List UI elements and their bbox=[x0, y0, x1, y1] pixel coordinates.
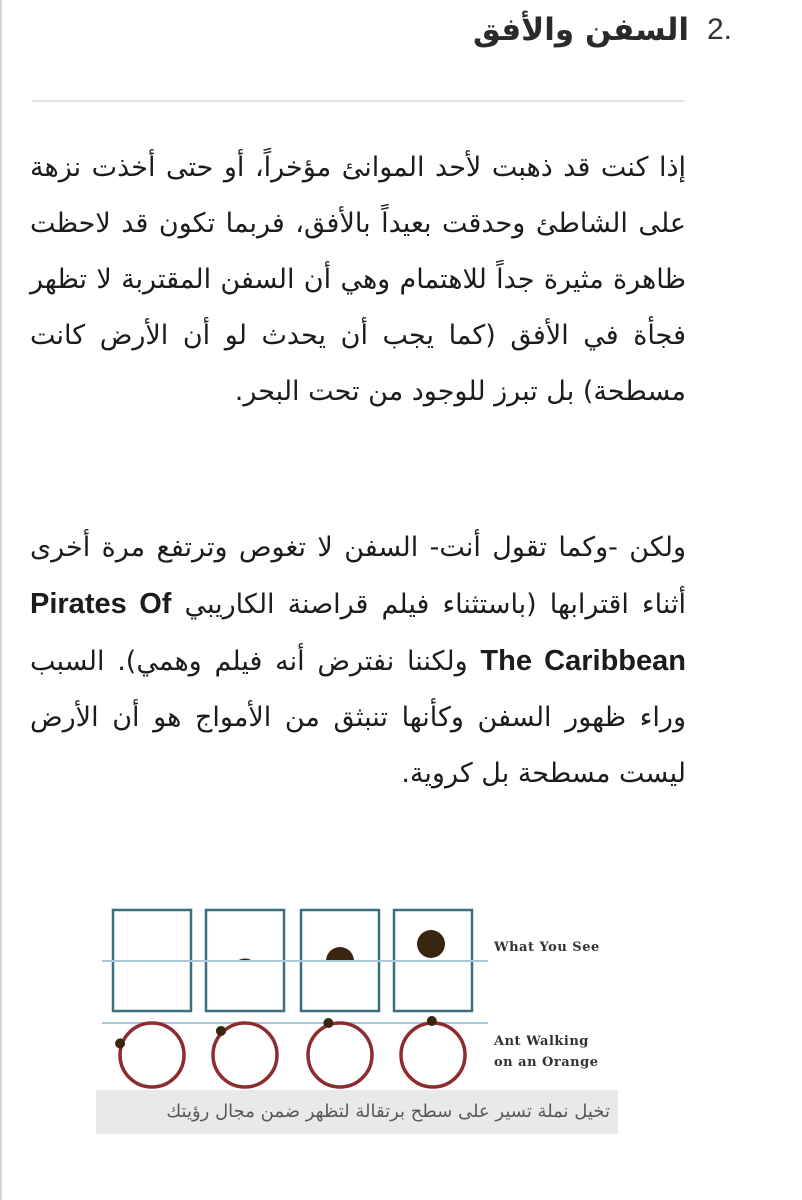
ant-in-view-4 bbox=[417, 930, 445, 958]
figure-caption-text: تخيل نملة تسير على سطح برتقالة لتظهر ضمن مجال رؤيتك bbox=[166, 1101, 610, 1122]
illustration-svg bbox=[96, 895, 620, 1095]
paragraph-2 bbox=[30, 520, 686, 802]
section-title: السفن والأفق bbox=[472, 12, 689, 48]
paragraph-1: إذا كنت قد ذهبت لأحد الموانئ مؤخراً، أو حتى أخذت نزهة على الشاطئ وحدقت بعيداً بالأفق، فربما تكون قد لاحظت ظاهرة مثيرة جداً للاهتمام وهي أن السفن المقتربة لا تظهر فجأة في الأفق (كما يجب أن يحدث لو أن الأرض كانت مسطحة) بل تبرز للوجود من تحت البحر. bbox=[30, 152, 686, 407]
page-left-border bbox=[0, 0, 2, 1200]
figure-label-ant-walking: Ant Walking bbox=[494, 1034, 589, 1049]
orange-4 bbox=[401, 1023, 465, 1087]
ant-on-orange-1 bbox=[115, 1038, 125, 1048]
paragraph-2-text-after: ولكننا نفترض أنه فيلم وهمي). السبب وراء ظهور السفن وكأنها تنبثق من الأمواج هو أن الأرض ليست مسطحة بل كروية. bbox=[30, 646, 686, 789]
orange-1 bbox=[120, 1023, 184, 1087]
ant-on-orange-2 bbox=[216, 1026, 226, 1036]
movie-title-english: Pirates Of The Caribbean bbox=[30, 588, 686, 677]
ant-on-orange-3 bbox=[323, 1018, 333, 1028]
section-heading bbox=[473, 8, 732, 52]
ant-in-view-3 bbox=[326, 947, 354, 961]
section-number: 2. bbox=[706, 13, 732, 46]
heading-divider bbox=[32, 100, 684, 102]
ant-on-orange-4 bbox=[427, 1016, 437, 1026]
figure-label-on-an-orange: on an Orange bbox=[494, 1055, 599, 1070]
figure-label-what-you-see: What You See bbox=[494, 940, 600, 955]
orange-3 bbox=[308, 1023, 372, 1087]
figure-caption bbox=[96, 1090, 618, 1134]
paragraph-2-text-before: ولكن -وكما تقول أنت- السفن لا تغوص وترتفع مرة أخرى أثناء اقترابها (باستثناء فيلم قراصنة الكاريبي bbox=[30, 532, 687, 620]
